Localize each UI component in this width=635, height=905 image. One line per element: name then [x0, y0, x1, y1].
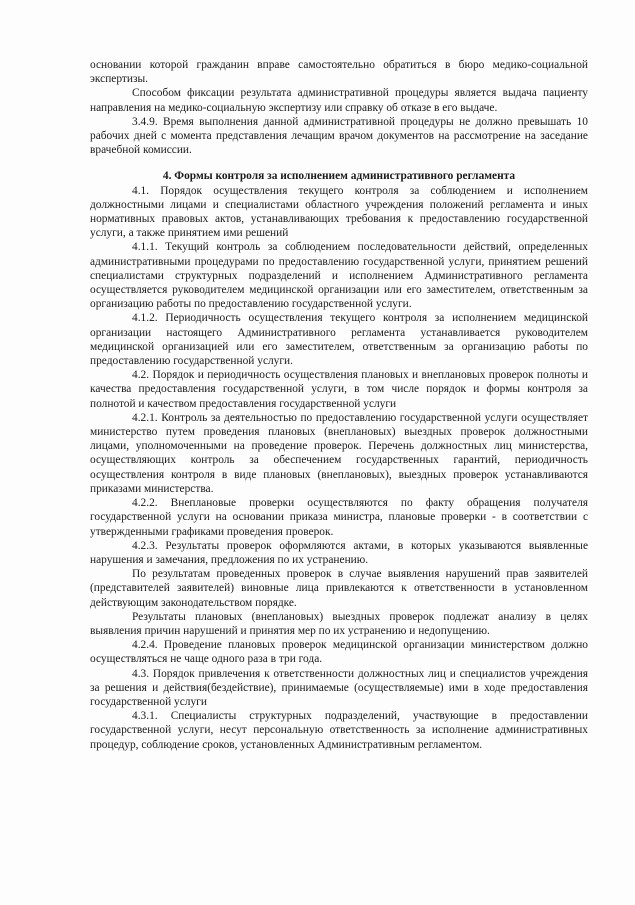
section-heading: 4. Формы контроля за исполнением административного регламента: [162, 170, 516, 183]
paragraph: Способом фиксации результата административной процедуры является выдача пациенту направления на медико-социальную экспертизу или справку об отказе в его выдаче.: [90, 87, 588, 114]
paragraph: 3.4.9. Время выполнения данной административной процедуры не должно превышать 10 рабочих дней с момента представления лечащим врачом документов на рассмотрение на заседание врачебной комиссии.: [90, 115, 588, 157]
paragraph: 4.2.1. Контроль за деятельностью по предоставлению государственной услуги осуществляет министерство путем проведения плановых (внеплановых) выездных проверок должностными лицами, уполномоченными на проведение проверок. Перечень должностных лиц министерства, осуществляющих контроль за обеспечением государственных гарантий, периодичность осуществления контроля в виде плановых (внеплановых), выездных проверок устанавливаются приказами министерства.: [90, 411, 588, 495]
paragraph: 4.1.2. Периодичность осуществления текущего контроля за исполнением медицинской организации настоящего Административного регламента устанавливается руководителем медицинской организацией или его заместителем, ответственным за организацию работы по предоставлению государственной услуги.: [90, 312, 588, 368]
document-body: [90, 58, 588, 752]
paragraph: 4.2.3. Результаты проверок оформляются актами, в которых указываются выявленные нарушения и замечания, предложения по их устранению.: [90, 539, 588, 566]
paragraph: основании которой гражданин вправе самостоятельно обратиться в бюро медико-социальной экспертизы.: [90, 59, 588, 86]
paragraph: 4.2. Порядок и периодичность осуществления плановых и внеплановых проверок полноты и качества предоставления государственной услуги, в том числе порядок и формы контроля за полнотой и качеством предоставления государственной услуги: [90, 369, 588, 410]
paragraph: 4.3. Порядок привлечения к ответственности должностных лиц и специалистов учреждения за решения и действия(бездействие), принимаемые (осуществляемые) ими в ходе предоставления государственной услуги: [90, 667, 588, 708]
paragraph: По результатам проведенных проверок в случае выявления нарушений прав заявителей (представителей заявителей) виновные лица привлекаются к ответственности в установленном действующим законодательством порядке.: [90, 568, 588, 609]
paragraph: 4.3.1. Специалисты структурных подразделений, участвующие в предоставлении государственной услуги, несут персональную ответственность за исполнение административных процедур, соблюдение сроков, установленных Административным регламентом.: [90, 710, 588, 751]
paragraph: Результаты плановых (внеплановых) выездных проверок подлежат анализу в целях выявления причин нарушений и принятия мер по их устранению и недопущению.: [90, 610, 588, 637]
paragraph: 4.2.2. Внеплановые проверки осуществляются по факту обращения получателя государственной услуги на основании приказа министра, плановые проверки - в соответствии с утвержденными графиками проведения проверок.: [90, 497, 588, 538]
paragraph: 4.2.4. Проведение плановых проверок медицинской организации министерством должно осуществляться не чаще одного раза в три года.: [90, 639, 588, 666]
paragraph: 4.1. Порядок осуществления текущего контроля за соблюдением и исполнением должностными лицами и специалистами областного учреждения положений регламента и иных нормативных правовых актов, устанавливающих требования к предоставлению государственной услуги, а также принятием ими решений: [90, 184, 588, 240]
paragraph: 4.1.1. Текущий контроль за соблюдением последовательности действий, определенных административными процедурами по предоставлению государственной услуги, принятием решений специалистами структурных подразделений и исполнением Административного регламента осуществляется руководителем медицинской организации или его заместителем, ответственным за организацию работы по предоставлению государственной услуги.: [90, 241, 588, 311]
